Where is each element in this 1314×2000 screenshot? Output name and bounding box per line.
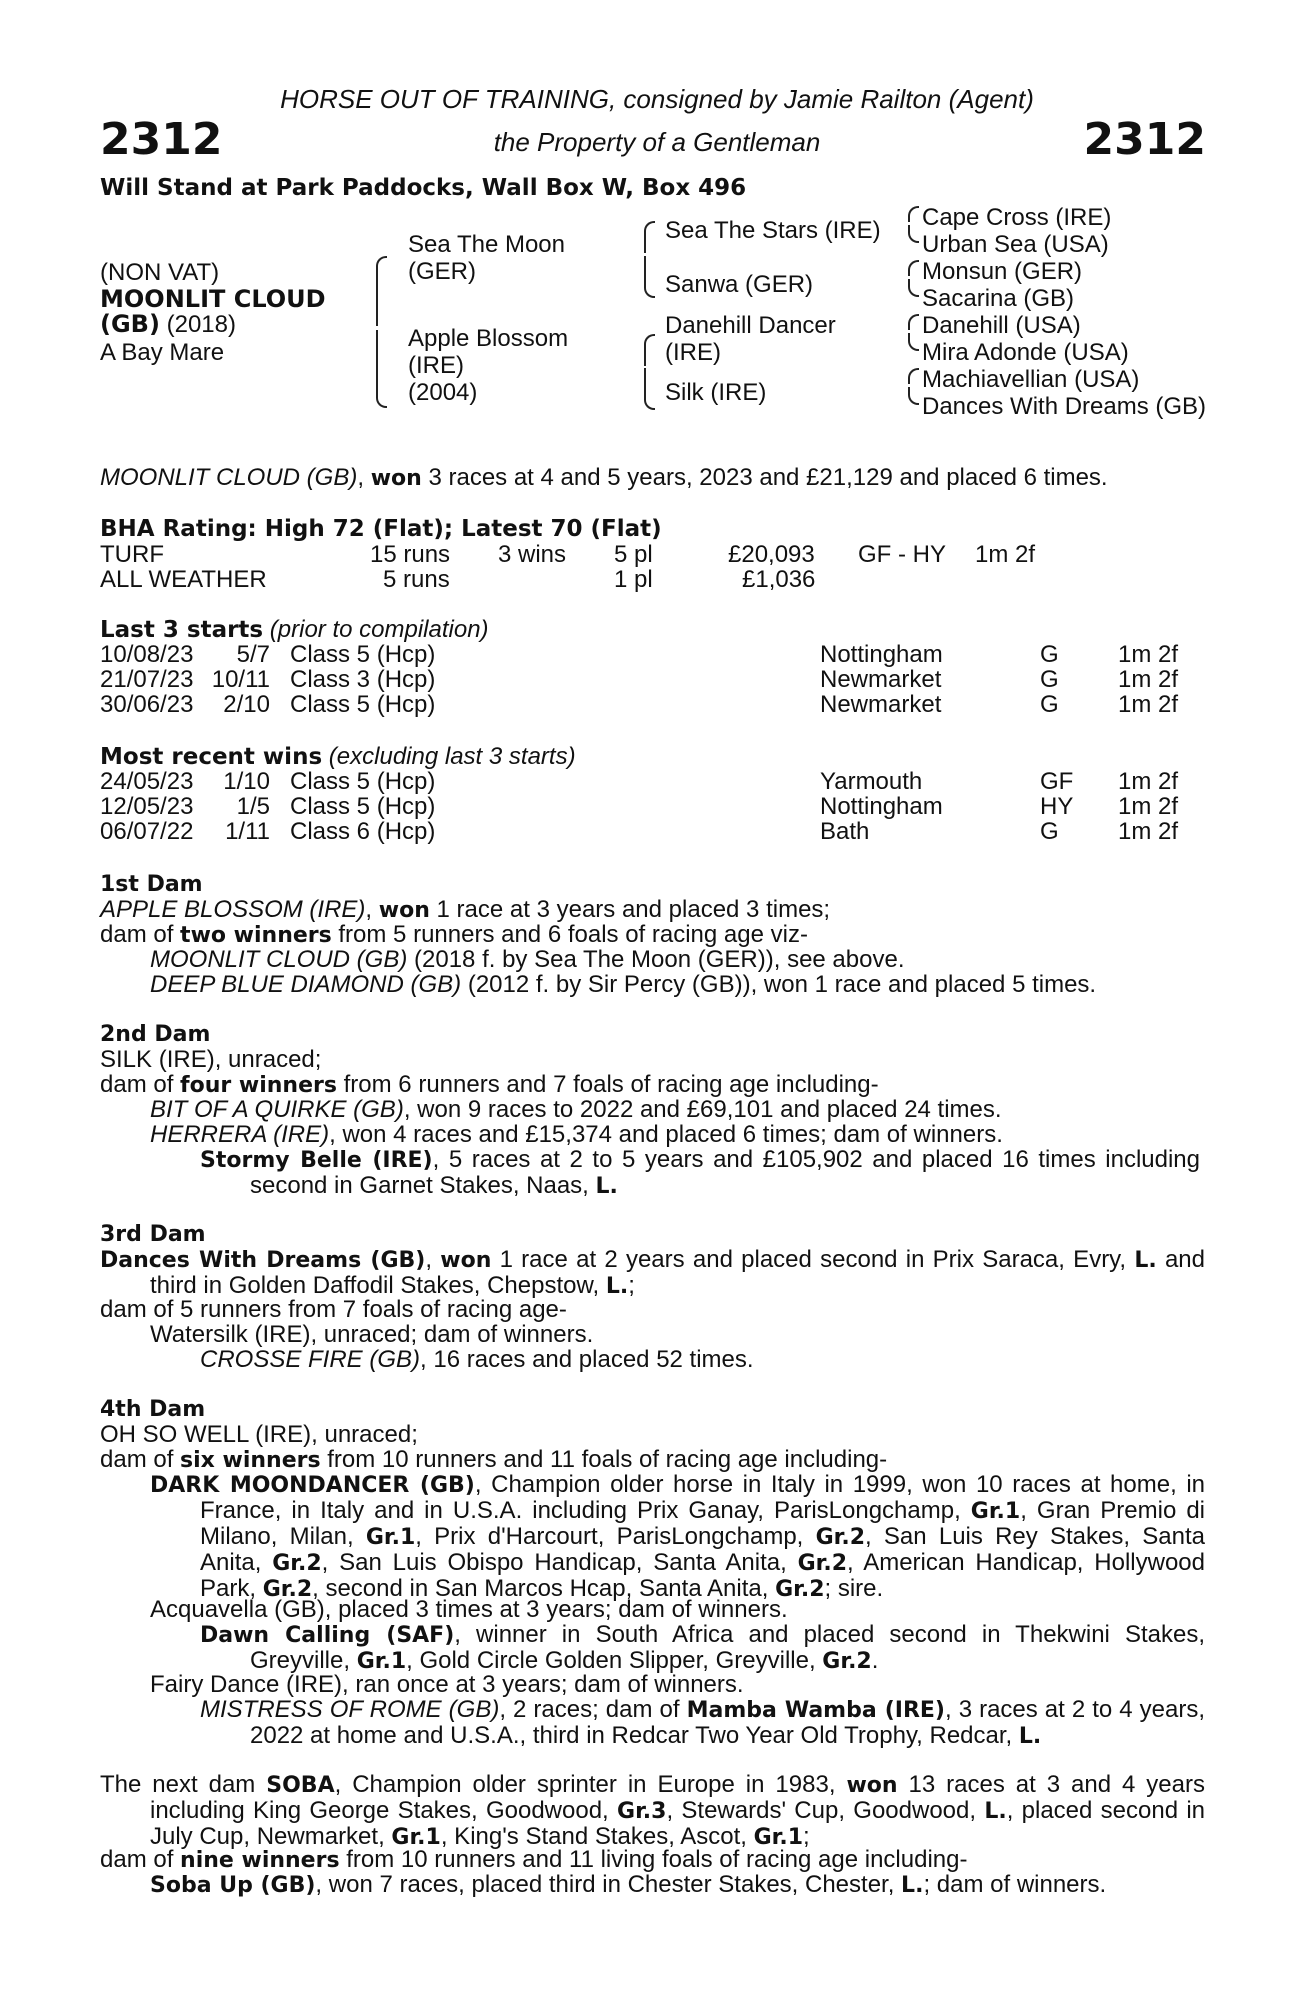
dam-sire-name: Danehill Dancer bbox=[665, 312, 836, 339]
last3-class: Class 5 (Hcp) bbox=[290, 641, 436, 668]
recent-course: Yarmouth bbox=[820, 768, 923, 795]
rating-row-turf: TURF 15 runs 3 wins 5 pl £20,093 GF - HY 1m 2f bbox=[100, 541, 1036, 568]
dam-sire-suffix: (IRE) bbox=[665, 339, 721, 366]
dam3-grand-offspring: CROSSE FIRE (GB), 16 races and placed 52 times. bbox=[200, 1346, 754, 1373]
recent-going: G bbox=[1040, 818, 1059, 845]
next-dam-line2: dam of nine winners from 10 runners and 11 living foals of racing age including- bbox=[100, 1846, 968, 1873]
last3-class: Class 3 (Hcp) bbox=[290, 666, 436, 693]
recent-pos: 1/11 bbox=[225, 818, 270, 845]
recent-pos: 1/10 bbox=[223, 768, 270, 795]
ggen-2: Urban Sea (USA) bbox=[922, 231, 1109, 258]
horse-name: MOONLIT CLOUD bbox=[100, 285, 326, 313]
recent-course: Nottingham bbox=[820, 793, 943, 820]
dam-dam: Silk (IRE) bbox=[665, 379, 767, 406]
lot-number-left: 2312 bbox=[100, 114, 223, 165]
recent-going: GF bbox=[1040, 768, 1074, 795]
last3-date: 30/06/23 bbox=[100, 691, 194, 718]
next-dam-offspring: Soba Up (GB), won 7 races, placed third in Chester Stakes, Chester, L.; dam of winners. bbox=[150, 1871, 1107, 1898]
last3-row bbox=[0, 642, 1314, 667]
ggen-4: Sacarina (GB) bbox=[922, 285, 1075, 312]
ggen-7: Machiavellian (USA) bbox=[922, 366, 1140, 393]
sire-name: Sea The Moon bbox=[408, 231, 565, 258]
dam1-line2: dam of two winners from 5 runners and 6 foals of racing age viz- bbox=[100, 921, 808, 948]
ggen-1: Cape Cross (IRE) bbox=[922, 204, 1112, 231]
brace-g3-2-bottom bbox=[908, 279, 919, 297]
recent-class: Class 5 (Hcp) bbox=[290, 768, 436, 795]
last3-date: 10/08/23 bbox=[100, 641, 194, 668]
sire-dam: Sanwa (GER) bbox=[665, 271, 814, 298]
dam1-line1: APPLE BLOSSOM (IRE), won 1 race at 3 years and placed 3 times; bbox=[100, 896, 831, 923]
recent-row bbox=[0, 769, 1314, 794]
sire-suffix: (GER) bbox=[408, 258, 476, 285]
header-line2: the Property of a Gentleman bbox=[493, 127, 821, 157]
brace-g3-1-bottom bbox=[908, 225, 919, 243]
dam3-performance: Dances With Dreams (GB), won 1 race at 2 years and placed second in Prix Saraca, Evry, L. and third in Golden Daffodil Stakes, Chepstow, L.; bbox=[100, 1246, 1205, 1299]
race-summary: MOONLIT CLOUD (GB), won 3 races at 4 and 5 years, 2023 and £21,129 and placed 6 times. bbox=[100, 464, 1108, 491]
dam1-heading: 1st Dam bbox=[100, 872, 203, 897]
last3-course: Newmarket bbox=[820, 691, 942, 718]
brace-g3-3-bottom bbox=[908, 333, 919, 351]
dam2-line1: SILK (IRE), unraced; bbox=[100, 1046, 322, 1073]
recent-title: Most recent wins (excluding last 3 starts) bbox=[100, 743, 576, 770]
dam4-dark-moondancer: DARK MOONDANCER (GB), Champion older horse in Italy in 1999, won 10 races at home, in France, in Italy and in U.S.A. including Prix Ganay, ParisLongchamp, Gr.1, Gran Premio di Milano, Milan, Gr.1, Prix d'Harcourt, ParisLongchamp, Gr.2, San Luis Rey Stakes, Santa Anita, Gr.2, San Luis Obispo Handicap, Santa Anita, Gr.2, American Handicap, Hollywood Park, Gr.2, second in San Marcos Hcap, Santa Anita, Gr.2; sire. bbox=[150, 1471, 1206, 1602]
dam2-offspring-2: HERRERA (IRE), won 4 races and £15,374 and placed 6 times; dam of winners. bbox=[150, 1121, 1003, 1148]
recent-pos: 1/5 bbox=[236, 793, 270, 820]
recent-dist: 1m 2f bbox=[1118, 768, 1179, 795]
horse-description: A Bay Mare bbox=[100, 339, 225, 366]
last3-date: 21/07/23 bbox=[100, 666, 194, 693]
dam2-line2: dam of four winners from 6 runners and 7 foals of racing age including- bbox=[100, 1071, 879, 1098]
header-line1: HORSE OUT OF TRAINING, consigned by Jamie Railton (Agent) bbox=[280, 84, 1034, 114]
dam1-offspring-2: DEEP BLUE DIAMOND (GB) (2012 f. by Sir Percy (GB)), won 1 race and placed 5 times. bbox=[150, 971, 1097, 998]
recent-dist: 1m 2f bbox=[1118, 818, 1179, 845]
recent-class: Class 5 (Hcp) bbox=[290, 793, 436, 820]
vat-status: (NON VAT) bbox=[100, 259, 220, 286]
last3-course: Newmarket bbox=[820, 666, 942, 693]
last3-dist: 1m 2f bbox=[1118, 666, 1179, 693]
stand-location: Will Stand at Park Paddocks, Wall Box W, Box 496 bbox=[100, 175, 747, 201]
recent-class: Class 6 (Hcp) bbox=[290, 818, 436, 845]
dam3-line2: dam of 5 runners from 7 foals of racing age- bbox=[100, 1296, 567, 1323]
ggen-3: Monsun (GER) bbox=[922, 258, 1083, 285]
recent-date: 24/05/23 bbox=[100, 768, 194, 795]
lot-number-right: 2312 bbox=[1083, 114, 1206, 165]
recent-date: 06/07/22 bbox=[100, 818, 194, 845]
brace-dam-bottom bbox=[644, 368, 655, 410]
last3-class: Class 5 (Hcp) bbox=[290, 691, 436, 718]
dam2-offspring-1: BIT OF A QUIRKE (GB), won 9 races to 2022 and £69,101 and placed 24 times. bbox=[150, 1096, 1002, 1123]
dam4-line1: OH SO WELL (IRE), unraced; bbox=[100, 1421, 418, 1448]
recent-row bbox=[0, 819, 1314, 844]
last3-title: Last 3 starts (prior to compilation) bbox=[100, 616, 489, 643]
dam4-dawn-calling: Dawn Calling (SAF), winner in South Africa and placed second in Thekwini Stakes, Greyville, Gr.1, Gold Circle Golden Slipper, Greyville, Gr.2. bbox=[200, 1621, 1206, 1674]
brace-sire-top bbox=[644, 221, 655, 253]
recent-row bbox=[0, 794, 1314, 819]
last3-pos: 10/11 bbox=[211, 666, 270, 693]
dam4-heading: 4th Dam bbox=[100, 1397, 206, 1422]
next-dam-soba: The next dam SOBA, Champion older sprinter in Europe in 1983, won 13 races at 3 and 4 years including King George Stakes, Goodwood, Gr.3, Stewards' Cup, Goodwood, L., placed second in July Cup, Newmarket, Gr.1, King's Stand Stakes, Ascot, Gr.1; bbox=[100, 1771, 1206, 1850]
brace-dam-top bbox=[644, 334, 655, 366]
dam3-heading: 3rd Dam bbox=[100, 1222, 206, 1247]
last3-going: G bbox=[1040, 666, 1059, 693]
dam4-line2: dam of six winners from 10 runners and 11 foals of racing age including- bbox=[100, 1446, 888, 1473]
dam4-mistress-of-rome: MISTRESS OF ROME (GB), 2 races; dam of Mamba Wamba (IRE), 3 races at 2 to 4 years, 2022 at home and U.S.A., third in Redcar Two Year Old Trophy, Redcar, L. bbox=[200, 1696, 1206, 1749]
dam2-heading: 2nd Dam bbox=[100, 1022, 211, 1047]
ggen-5: Danehill (USA) bbox=[922, 312, 1081, 339]
brace-g3-4-bottom bbox=[908, 387, 919, 405]
last3-going: G bbox=[1040, 691, 1059, 718]
dam4-acquavella: Acquavella (GB), placed 3 times at 3 years; dam of winners. bbox=[150, 1596, 788, 1623]
brace-main-top bbox=[376, 256, 387, 326]
ggen-8: Dances With Dreams (GB) bbox=[922, 393, 1207, 420]
brace-g3-3-top bbox=[908, 314, 919, 330]
brace-g3-2-top bbox=[908, 260, 919, 276]
last3-going: G bbox=[1040, 641, 1059, 668]
sire-sire: Sea The Stars (IRE) bbox=[665, 217, 881, 244]
dam4-fairy-dance: Fairy Dance (IRE), ran once at 3 years; dam of winners. bbox=[150, 1671, 744, 1698]
last3-pos: 5/7 bbox=[236, 641, 270, 668]
dam-suffix: (IRE) bbox=[408, 352, 464, 379]
recent-date: 12/05/23 bbox=[100, 793, 194, 820]
last3-dist: 1m 2f bbox=[1118, 691, 1179, 718]
brace-g3-4-top bbox=[908, 368, 919, 384]
last3-course: Nottingham bbox=[820, 641, 943, 668]
last3-row bbox=[0, 667, 1314, 692]
ggen-6: Mira Adonde (USA) bbox=[922, 339, 1129, 366]
horse-country-year: (GB) (2018) bbox=[100, 310, 236, 338]
brace-g3-1-top bbox=[908, 206, 919, 222]
recent-dist: 1m 2f bbox=[1118, 793, 1179, 820]
recent-going: HY bbox=[1040, 793, 1074, 820]
brace-sire-bottom bbox=[644, 256, 655, 298]
last3-pos: 2/10 bbox=[223, 691, 270, 718]
recent-course: Bath bbox=[820, 818, 870, 845]
rating-row-aw: ALL WEATHER 5 runs 1 pl £1,036 bbox=[100, 566, 816, 593]
dam2-grand-offspring: Stormy Belle (IRE), 5 races at 2 to 5 years and £105,902 and placed 16 times including second in Garnet Stakes, Naas, L. bbox=[200, 1146, 1200, 1199]
dam1-offspring-1: MOONLIT CLOUD (GB) (2018 f. by Sea The Moon (GER)), see above. bbox=[150, 946, 905, 973]
dam-year: (2004) bbox=[408, 379, 478, 406]
bha-rating: BHA Rating: High 72 (Flat); Latest 70 (Flat) bbox=[100, 516, 662, 542]
dam3-offspring-1: Watersilk (IRE), unraced; dam of winners. bbox=[150, 1321, 594, 1348]
dam-name: Apple Blossom bbox=[408, 325, 569, 352]
last3-dist: 1m 2f bbox=[1118, 641, 1179, 668]
brace-main-bottom bbox=[376, 330, 387, 408]
last3-row bbox=[0, 692, 1314, 717]
